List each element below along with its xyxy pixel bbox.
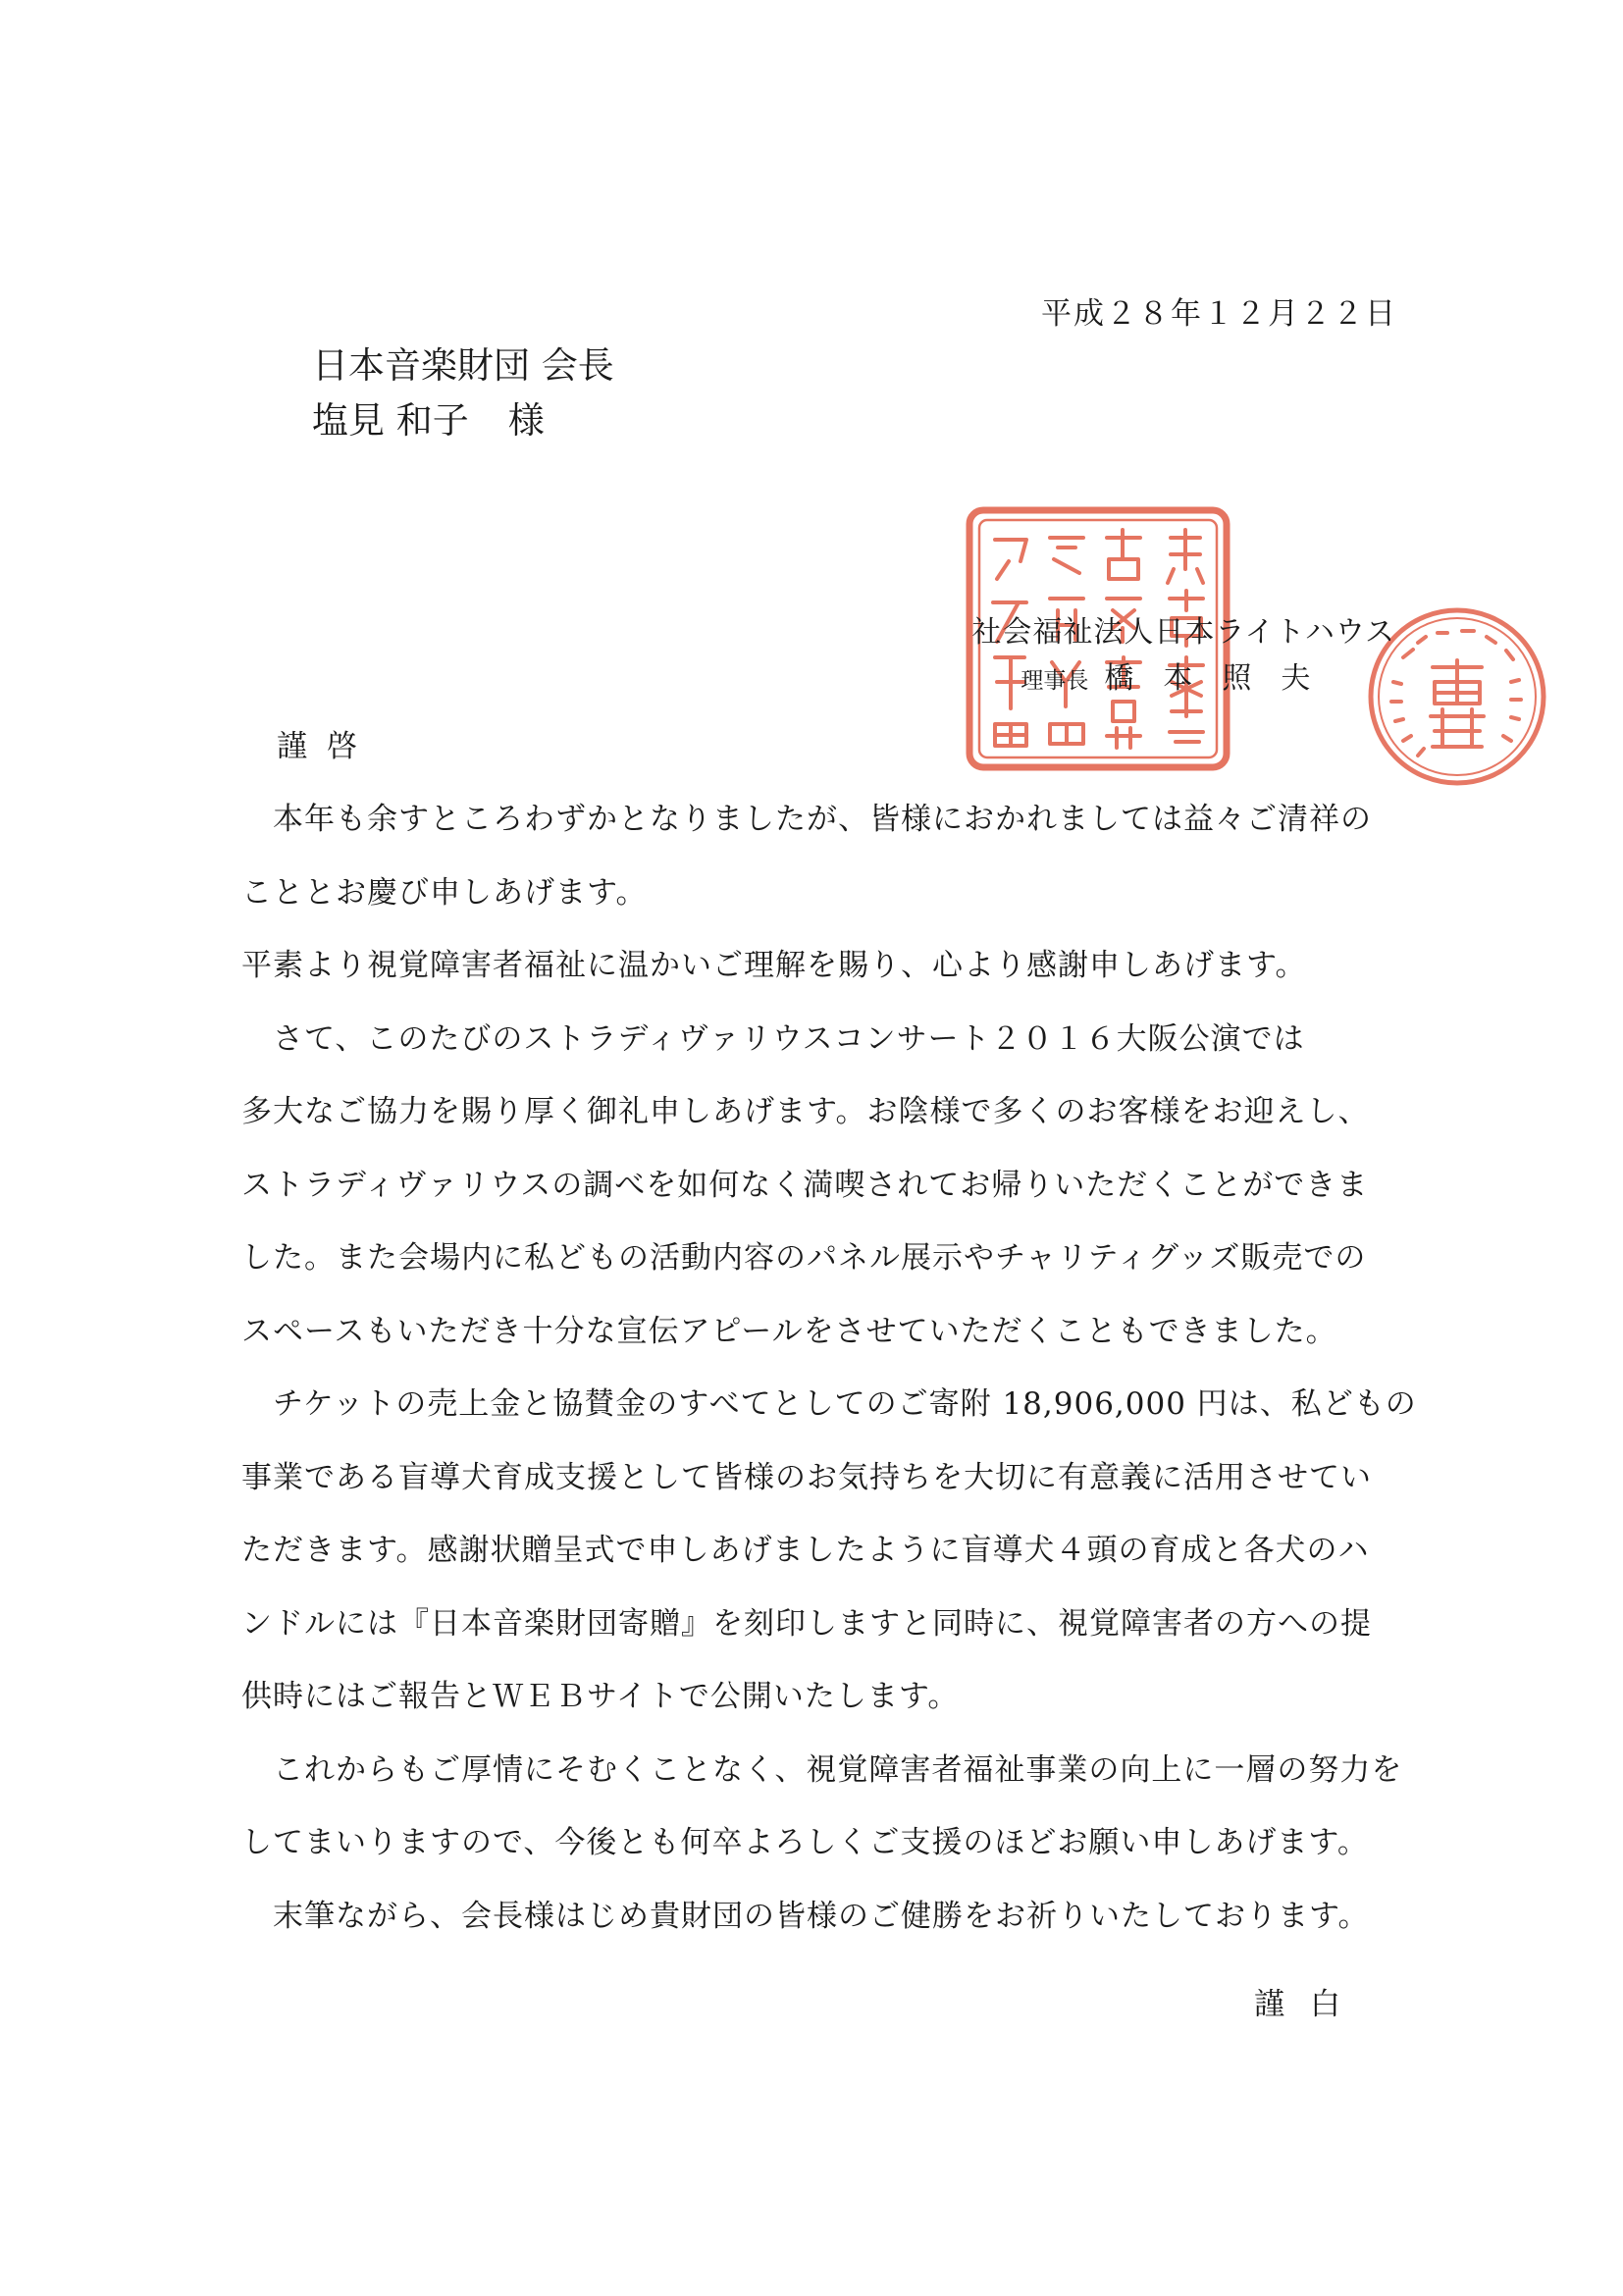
body-line: 末筆ながら、会長様はじめ貴財団の皆様のご健勝をお祈りいたしております。 <box>273 1898 1370 1934</box>
body-line: ストラディヴァリウスの調べを如何なく満喫されてお帰りいただくことができま <box>241 1167 1369 1203</box>
body-line: 事業である盲導犬育成支援として皆様のお気持ちを大切に有意義に活用させてい <box>241 1459 1372 1495</box>
recipient-name: 塩見 和子 <box>312 399 469 442</box>
letter-date: 平成２８年１２月２２日 <box>1041 296 1397 332</box>
body-line: これからもご厚情にそむくことなく、視覚障害者福祉事業の向上に一層の努力を <box>273 1751 1403 1788</box>
body-line: さて、このたびのストラディヴァリウスコンサート２０１６大阪公演では <box>273 1020 1305 1057</box>
sender-block <box>971 611 1395 705</box>
body-line: 多大なご協力を賜り厚く御礼申しあげます。お陰様で多くのお客様をお迎えし、 <box>241 1094 1370 1129</box>
body-line: 本年も余すところわずかとなりましたが、皆様におかれましては益々ご清祥の <box>273 802 1372 837</box>
sender-representative <box>1021 654 1395 705</box>
recipient-name-line <box>312 393 614 448</box>
body-line: 平素より視覚障害者福祉に温かいご理解を賜り、心より感謝申しあげます。 <box>241 948 1307 983</box>
sender-organization: 社会福祉法人日本ライトハウス <box>971 615 1395 650</box>
body-line: 供時にはご報告とＷＥＢサイトで公開いたします。 <box>241 1679 960 1714</box>
body-line: チケットの売上金と協賛金のすべてとしてのご寄附 18,906,000 円は、私どもの <box>273 1386 1417 1422</box>
body-line: ンドルには『日本音楽財団寄贈』を刻印しますと同時に、視覚障害者の方への提 <box>241 1605 1372 1642</box>
body-line: ただきます。感謝状贈呈式で申しあげましたように盲導犬４頭の育成と各犬のハ <box>241 1533 1370 1568</box>
recipient-organization: 日本音楽財団 会長 <box>312 344 614 387</box>
body-line: スペースもいただき十分な宣伝アピールをさせていただくこともできました。 <box>241 1313 1337 1349</box>
sender-title: 理事長 <box>1021 668 1089 694</box>
body-line: した。また会場内に私どもの活動内容のパネル展示やチャリティグッズ販売での <box>241 1240 1367 1276</box>
salutation: 謹啓 <box>277 729 377 764</box>
recipient-honorific: 様 <box>507 399 545 442</box>
body-line: してまいりますので、今後とも何卒よろしくご支援のほどお願い申しあげます。 <box>241 1825 1369 1860</box>
letter-body <box>241 783 1417 1953</box>
sender-name: 橋本照夫 <box>1104 661 1340 696</box>
body-line: こととお慶び申しあげます。 <box>241 874 648 911</box>
recipient-block <box>312 339 614 448</box>
closing: 謹白 <box>1254 1987 1366 2022</box>
